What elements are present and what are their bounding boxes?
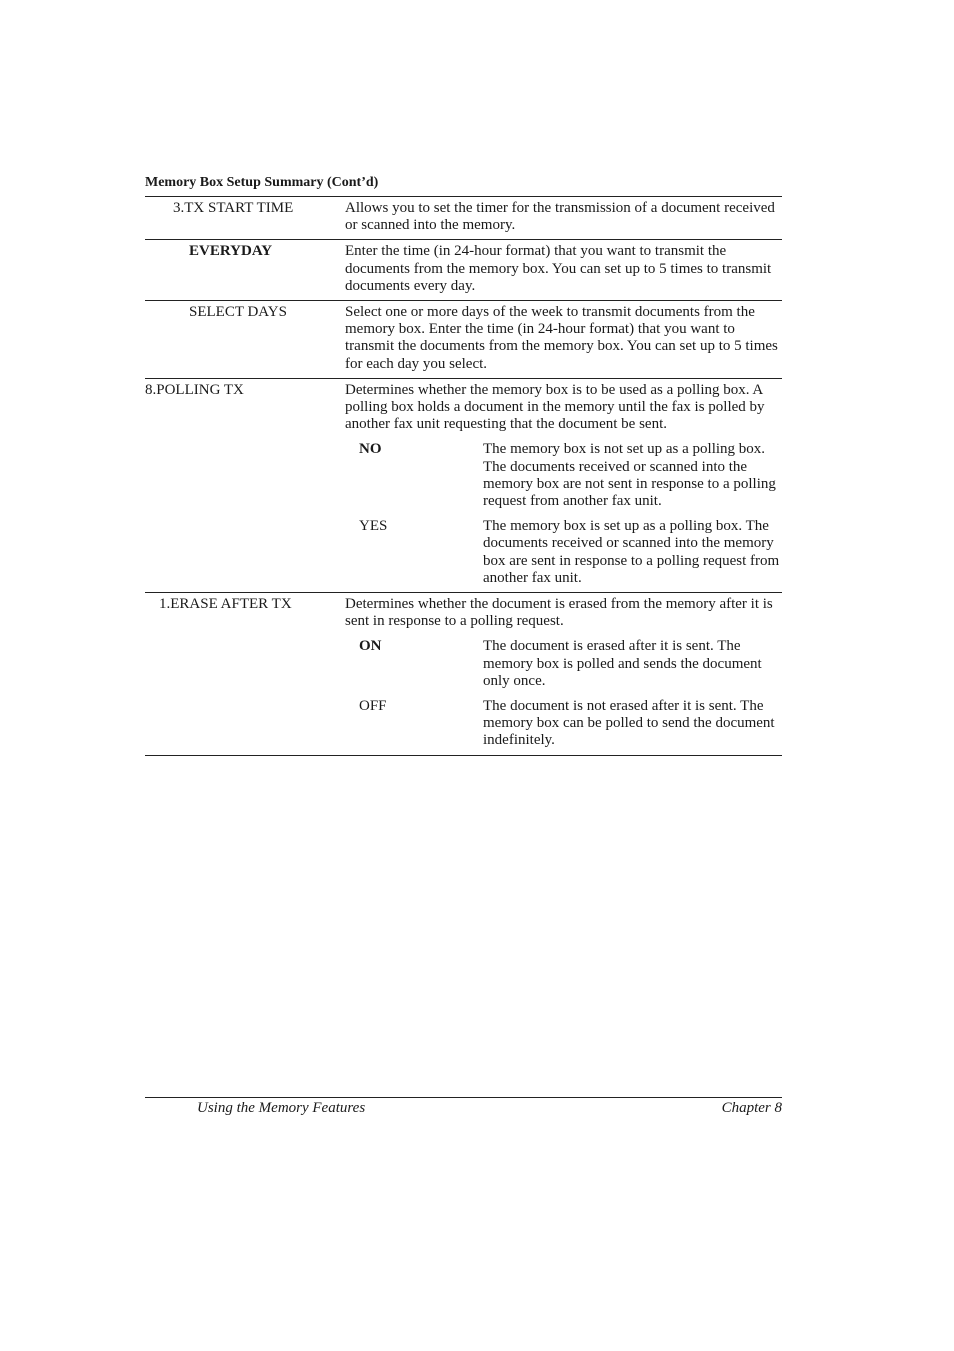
row-label: 1.ERASE AFTER TX	[159, 596, 292, 613]
option-off	[345, 698, 782, 750]
footer-divider	[145, 1097, 782, 1098]
footer-chapter: Chapter 8	[721, 1100, 782, 1116]
row-label: SELECT DAYS	[189, 304, 287, 321]
option-text: The document is not erased after it is sent. The memory box can be polled to send the document indefinitely.	[483, 698, 775, 749]
option-no	[345, 441, 782, 510]
row-description: Determines whether the memory box is to be used as a polling box. A polling box holds a document in the memory until the fax is polled by another fax unit requesting that the document be sent.	[345, 381, 765, 433]
row-description: Select one or more days of the week to transmit documents from the memory box. Enter the time (in 24-hour format) that you want to transmit the documents from the memory box. You can set up to 5 times for each day you select.	[345, 304, 778, 372]
table-row-tx-start-time	[145, 197, 782, 240]
row-description: Allows you to set the timer for the transmission of a document received or scanned into the memory.	[345, 200, 775, 234]
page-title: Memory Box Setup Summary (Cont’d)	[145, 175, 379, 190]
option-name: ON	[359, 638, 382, 655]
row-label: 8.POLLING TX	[145, 381, 244, 398]
table-row-erase-after-tx	[145, 593, 782, 756]
option-on	[345, 638, 782, 690]
footer-section-title: Using the Memory Features	[197, 1100, 366, 1116]
option-name: OFF	[359, 698, 387, 715]
table-row-everyday	[145, 240, 782, 301]
table-row-select-days	[145, 301, 782, 379]
row-description: Determines whether the document is erased from the memory after it is sent in response to a polling request.	[345, 596, 773, 630]
row-description: Enter the time (in 24-hour format) that you want to transmit the documents from the memory box. You can set up to 5 times to transmit documents every day.	[345, 243, 772, 294]
option-yes	[345, 518, 782, 587]
row-description-block	[345, 382, 782, 587]
option-text: The document is erased after it is sent. The memory box is polled and sends the document only once.	[483, 638, 762, 689]
option-text: The memory box is set up as a polling box. The documents received or scanned into the memory box are sent in response to a polling request from another fax unit.	[483, 518, 780, 586]
option-text: The memory box is not set up as a polling box. The documents received or scanned into the memory box are not sent in response to a polling request from another fax unit.	[483, 441, 776, 510]
option-name: NO	[359, 441, 382, 458]
row-description-block	[345, 596, 782, 750]
setup-summary-table	[145, 196, 782, 756]
option-name: YES	[359, 518, 388, 535]
table-row-polling-tx	[145, 379, 782, 593]
row-label: 3.TX START TIME	[173, 200, 294, 216]
row-label: EVERYDAY	[189, 243, 273, 260]
